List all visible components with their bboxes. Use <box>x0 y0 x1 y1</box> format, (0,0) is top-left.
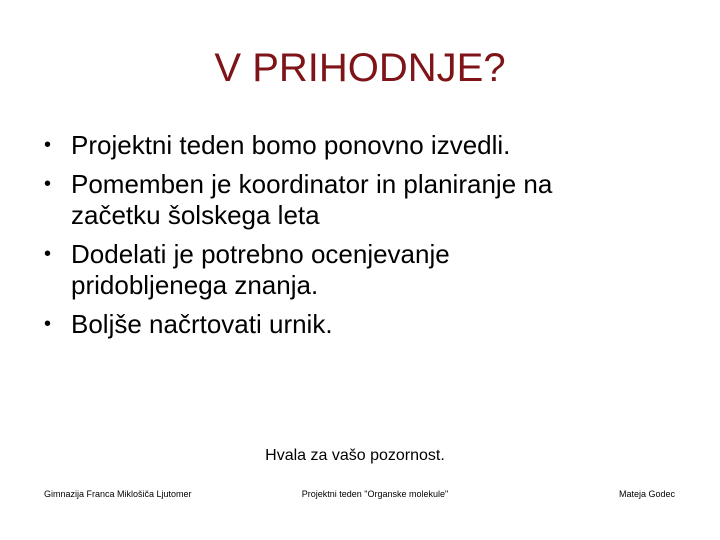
bullet-icon: • <box>44 134 52 156</box>
bullet-item <box>40 239 690 301</box>
footer-project: Projektni teden "Organske molekule" <box>301 489 449 499</box>
closing-text: Hvala za vašo pozornost. <box>265 447 445 464</box>
bullet-list <box>40 130 690 348</box>
bullet-icon: • <box>44 243 52 265</box>
footer-author: Mateja Godec <box>618 489 675 499</box>
bullet-text-continued: pridobljenega znanja. <box>71 270 319 300</box>
footer-school: Gimnazija Franca Miklošiča Ljutomer <box>44 489 192 499</box>
bullet-icon: • <box>44 313 52 335</box>
bullet-text: Projektni teden bomo ponovno izvedli. <box>71 130 511 160</box>
bullet-text-continued: začetku šolskega leta <box>71 200 320 230</box>
bullet-icon: • <box>44 173 52 195</box>
bullet-item <box>40 169 690 231</box>
slide-title: V PRIHODNJE? <box>214 46 506 90</box>
bullet-text: Pomemben je koordinator in planiranje na <box>71 169 553 199</box>
bullet-item <box>40 130 690 161</box>
bullet-text: Boljše načrtovati urnik. <box>71 309 333 339</box>
bullet-item <box>40 309 690 340</box>
bullet-text: Dodelati je potrebno ocenjevanje <box>71 239 450 269</box>
